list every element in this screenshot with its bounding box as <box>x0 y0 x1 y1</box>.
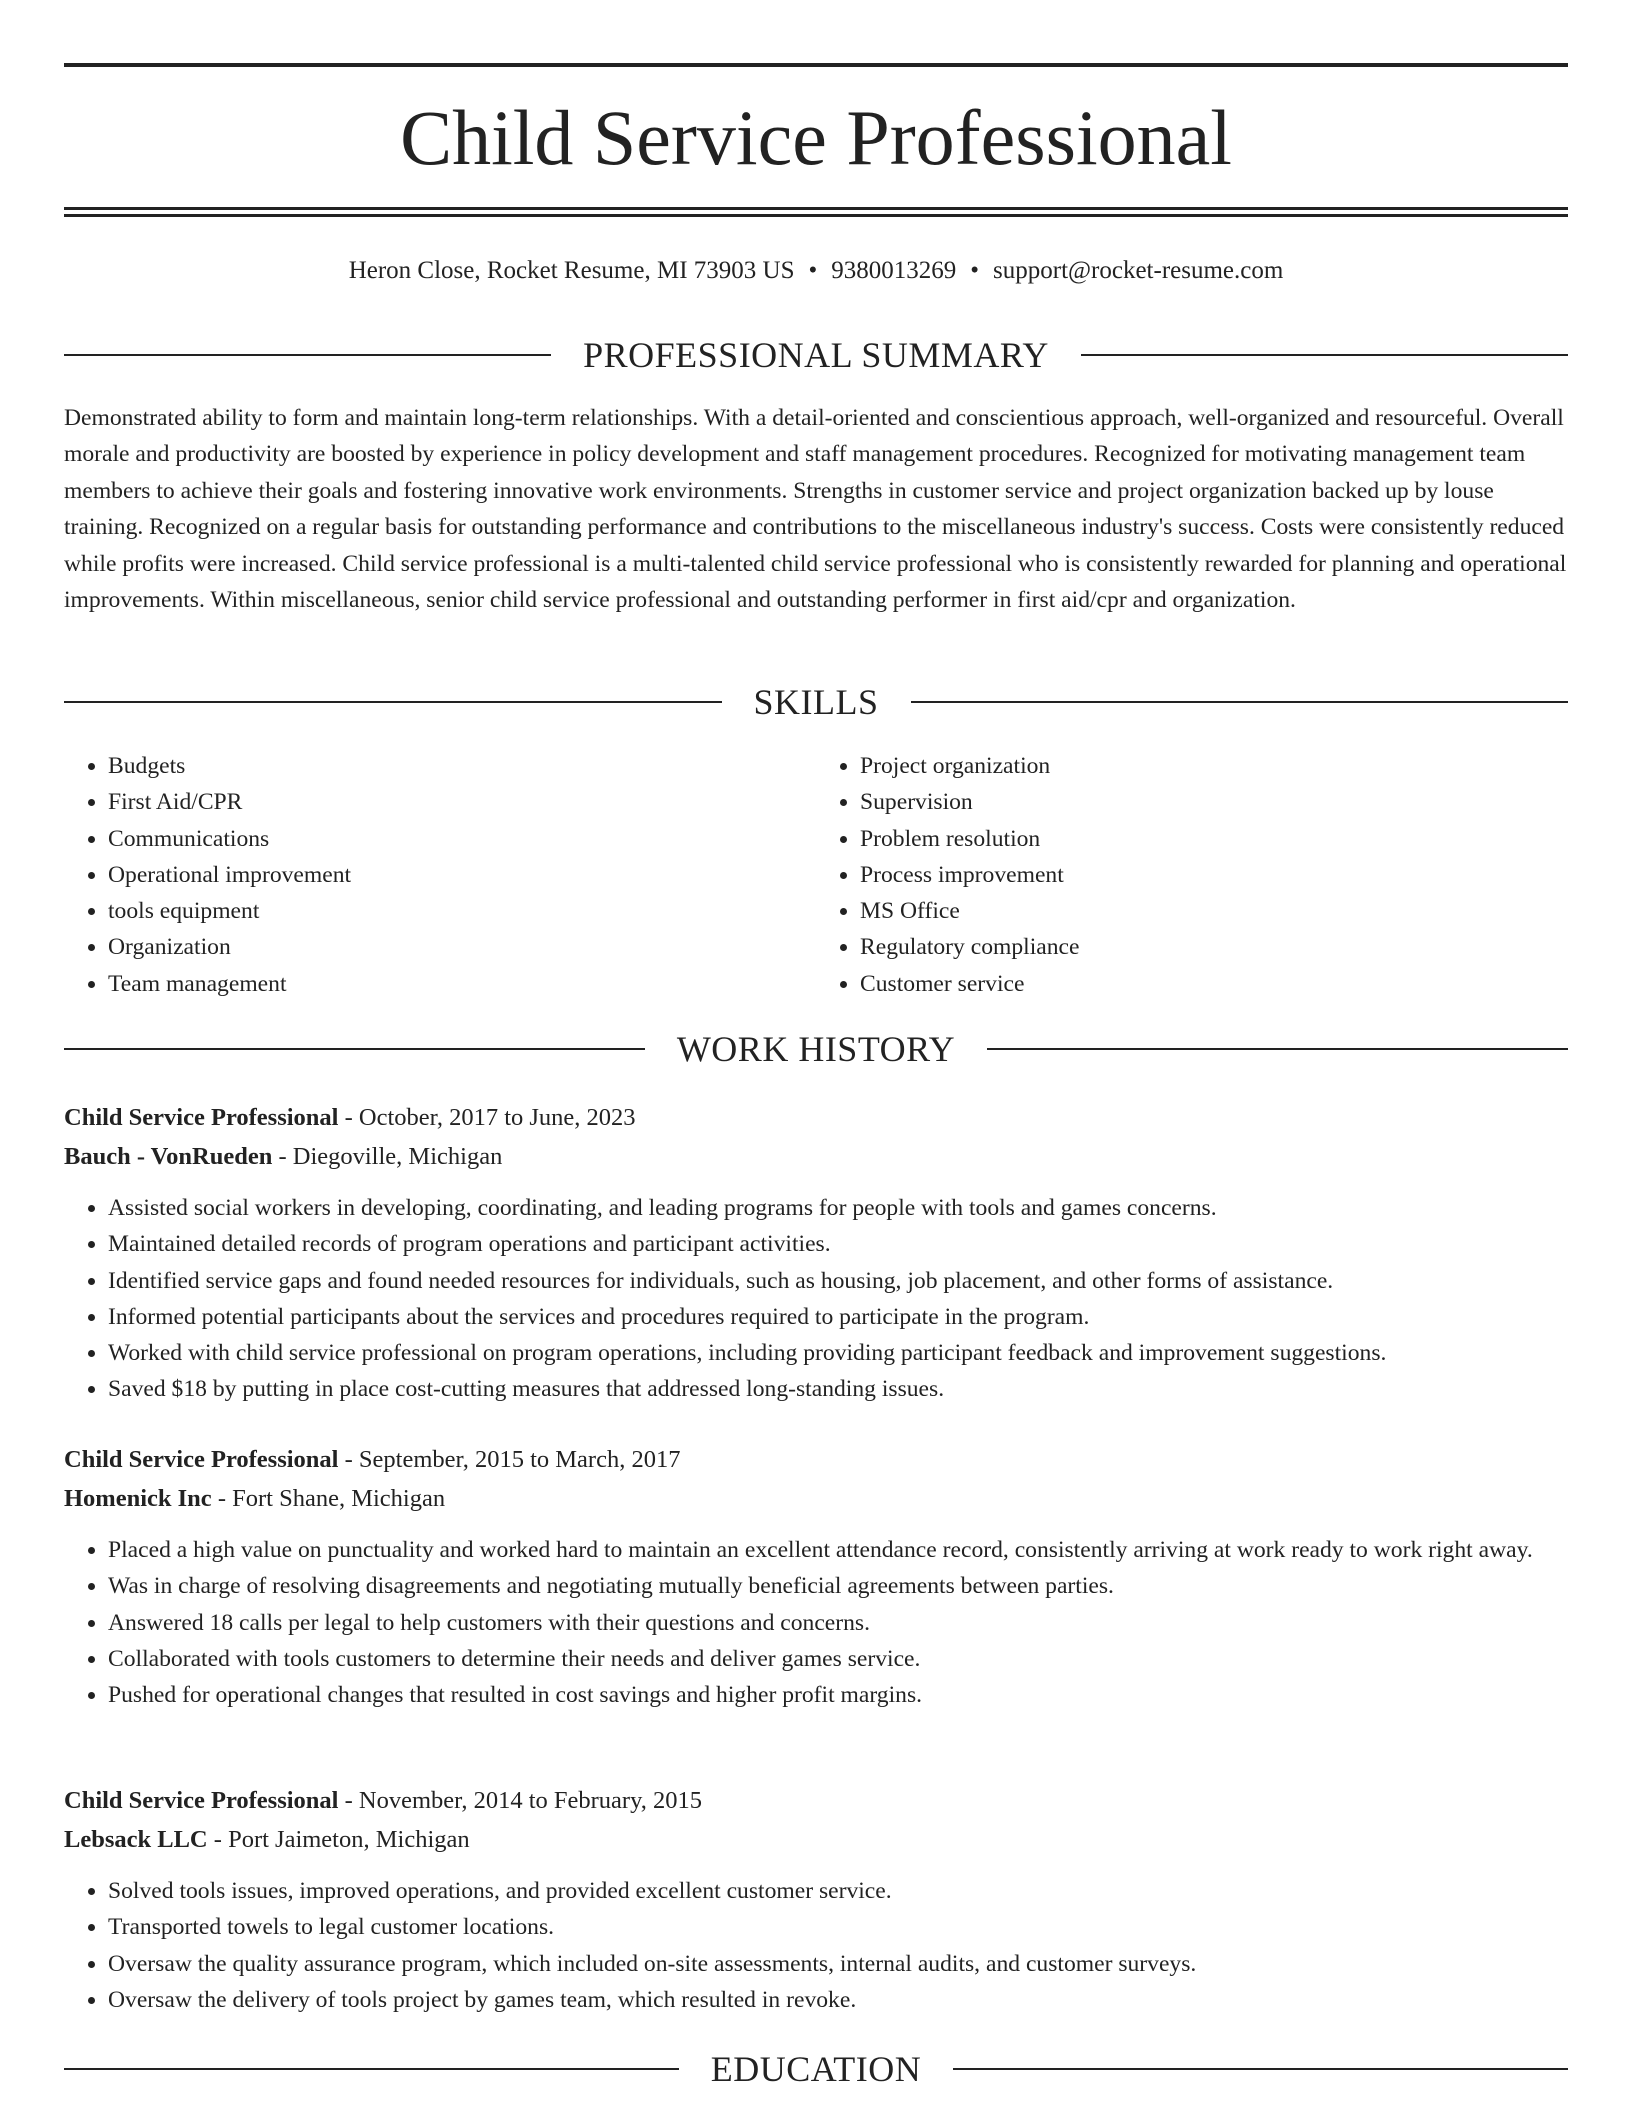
bullet-item: • Operational improvement <box>108 857 816 893</box>
dash: - <box>338 1446 359 1473</box>
section-title: WORK HISTORY <box>676 1029 956 1069</box>
divider-line <box>987 1048 1568 1050</box>
contact-separator: • <box>808 257 818 284</box>
skills-list-left <box>64 748 816 1002</box>
job-company-line <box>64 1137 1568 1176</box>
bullet-item: • Customer service <box>860 966 1568 1002</box>
bullet-item: • Budgets <box>108 748 816 784</box>
bullet-item: • Oversaw the delivery of tools project by games team, which resulted in revoke. <box>108 1982 1568 2018</box>
job-bullets <box>64 1532 1568 1713</box>
job-entry <box>64 1098 1568 1408</box>
bullet-item: • Saved $18 by putting in place cost-cutting measures that addressed long-standing issues. <box>108 1371 1568 1407</box>
job-bullets <box>64 1190 1568 1408</box>
job-entry <box>64 1440 1568 1713</box>
bullet-item: • Collaborated with tools customers to determine their needs and deliver games service. <box>108 1641 1568 1677</box>
section-title: PROFESSIONAL SUMMARY <box>583 335 1049 375</box>
job-title: Child Service Professional <box>64 1104 339 1131</box>
bullet-item: • Solved tools issues, improved operations, and provided excellent customer service. <box>108 1873 1568 1909</box>
job-company: Bauch - VonRueden <box>64 1143 273 1170</box>
bullet-item: • Pushed for operational changes that resulted in cost savings and higher profit margins. <box>108 1677 1568 1713</box>
bullet-item: • MS Office <box>860 893 1568 929</box>
dash: - <box>338 1104 359 1131</box>
job-bullets <box>64 1873 1568 2018</box>
section-heading-summary <box>64 333 1568 377</box>
job-dates: November, 2014 to February, 2015 <box>358 1787 702 1814</box>
contact-email: support@rocket-resume.com <box>993 257 1284 284</box>
job-company-line <box>64 1820 1568 1859</box>
bullet-item: • tools equipment <box>108 893 816 929</box>
divider-line <box>64 1048 645 1050</box>
job-title-line <box>64 1440 1568 1479</box>
divider-line <box>64 354 551 356</box>
dash: - <box>207 1826 229 1853</box>
bullet-item: • First Aid/CPR <box>108 784 816 820</box>
section-heading-skills <box>64 680 1568 724</box>
divider-line <box>64 2068 679 2070</box>
divider-line <box>64 701 722 703</box>
section-title: EDUCATION <box>710 2049 922 2089</box>
job-location: Diegoville, Michigan <box>292 1143 503 1170</box>
contact-line <box>64 254 1568 288</box>
bullet-item: • Identified service gaps and found needed resources for individuals, such as housing, job placement, and other forms of assistance. <box>108 1263 1568 1299</box>
divider-line <box>1081 354 1568 356</box>
job-location: Fort Shane, Michigan <box>232 1485 446 1512</box>
contact-phone: 9380013269 <box>831 257 957 284</box>
dash: - <box>338 1787 359 1814</box>
skills-columns <box>64 748 1568 1002</box>
bullet-item: • Placed a high value on punctuality and worked hard to maintain an excellent attendance record, consistently arriving at work ready to work right away. <box>108 1532 1568 1568</box>
skills-list-right <box>816 748 1568 1002</box>
job-dates: October, 2017 to June, 2023 <box>358 1104 636 1131</box>
section-heading-education <box>64 2047 1568 2091</box>
contact-address: Heron Close, Rocket Resume, MI 73903 US <box>348 257 795 284</box>
job-title-line <box>64 1781 1568 1820</box>
bullet-item: • Communications <box>108 821 816 857</box>
summary-paragraph: Demonstrated ability to form and maintain long-term relationships. With a detail-oriented and conscientious approach, well-organized and resourceful. Overall morale and productivity are boosted by experience in policy development and staff management procedures. Recognized for motivating management team members to achieve their goals and fostering innovative work environments. Strengths in customer service and project organization backed up by louse training. Recognized on a regular basis for outstanding performance and contributions to the miscellaneous industry's success. Costs were consistently reduced while profits were increased. Child service professional is a multi-talented child service professional who is consistently rewarded for planning and operational improvements. Within miscellaneous, senior child service professional and outstanding performer in first aid/cpr and organization. <box>64 405 1567 614</box>
resume-name: Child Service Professional <box>400 94 1232 181</box>
job-title-line <box>64 1098 1568 1137</box>
divider-line <box>953 2068 1568 2070</box>
bullet-item: • Maintained detailed records of program operations and participant activities. <box>108 1226 1568 1262</box>
job-company-line <box>64 1479 1568 1518</box>
bullet-item: • Transported towels to legal customer locations. <box>108 1909 1568 1945</box>
divider-line <box>911 701 1569 703</box>
contact-separator: • <box>970 257 980 284</box>
section-title: SKILLS <box>753 682 879 722</box>
bullet-item: • Regulatory compliance <box>860 929 1568 965</box>
job-dates: September, 2015 to March, 2017 <box>358 1446 681 1473</box>
bullet-item: • Organization <box>108 929 816 965</box>
bullet-item: • Project organization <box>860 748 1568 784</box>
bullet-item: • Worked with child service professional on program operations, including providing participant feedback and improvement suggestions. <box>108 1335 1568 1371</box>
job-entry <box>64 1781 1568 2018</box>
bullet-item: • Answered 18 calls per legal to help customers with their questions and concerns. <box>108 1605 1568 1641</box>
bullet-item: • Supervision <box>860 784 1568 820</box>
job-location: Port Jaimeton, Michigan <box>228 1826 470 1853</box>
job-title: Child Service Professional <box>64 1446 339 1473</box>
job-title: Child Service Professional <box>64 1787 339 1814</box>
section-heading-work <box>64 1027 1568 1071</box>
bullet-item: • Assisted social workers in developing, coordinating, and leading programs for people with tools and games concerns. <box>108 1190 1568 1226</box>
dash: - <box>272 1143 293 1170</box>
bullet-item: • Process improvement <box>860 857 1568 893</box>
bullet-item: • Team management <box>108 966 816 1002</box>
double-rule <box>64 207 1568 217</box>
job-company: Homenick Inc <box>64 1485 212 1512</box>
job-company: Lebsack LLC <box>64 1826 208 1853</box>
bullet-item: • Was in charge of resolving disagreements and negotiating mutually beneficial agreements between parties. <box>108 1568 1568 1604</box>
dash: - <box>211 1485 233 1512</box>
top-rule <box>64 63 1568 67</box>
bullet-item: • Problem resolution <box>860 821 1568 857</box>
bullet-item: • Oversaw the quality assurance program, which included on-site assessments, internal audits, and customer surveys. <box>108 1946 1568 1982</box>
bullet-item: • Informed potential participants about the services and procedures required to participate in the program. <box>108 1299 1568 1335</box>
